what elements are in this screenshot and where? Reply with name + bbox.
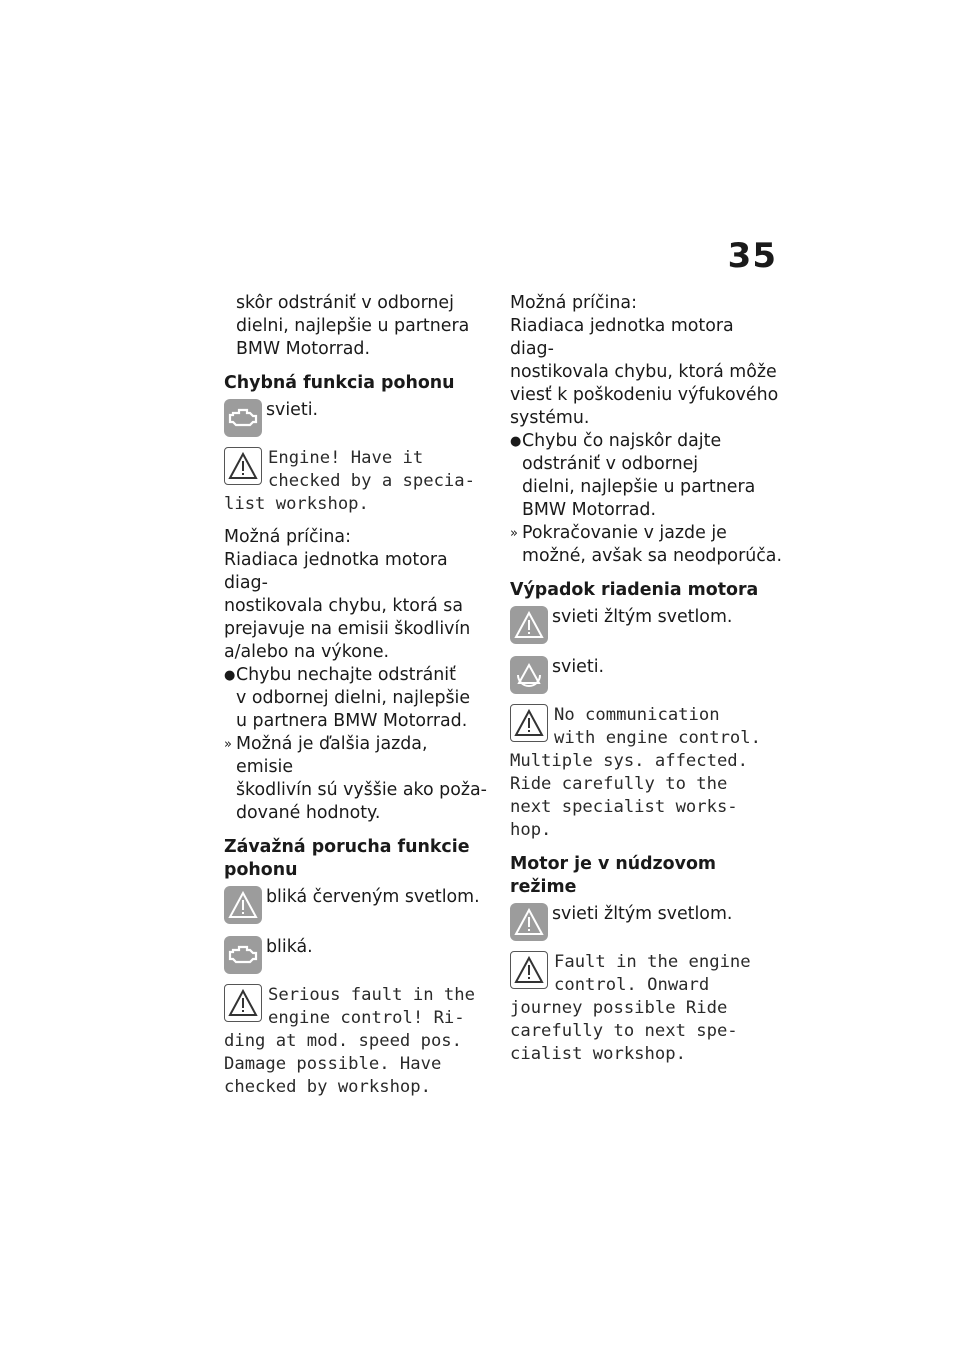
bullet-line: Pokračovanie v jazde je — [522, 523, 727, 543]
result-item — [510, 522, 782, 568]
message-line: with engine control. — [554, 728, 761, 748]
bullet-line: Chybu čo najskôr dajte — [522, 431, 722, 451]
bullet-line: Chybu nechajte odstrániť — [236, 665, 456, 685]
message-line: cialist workshop. — [510, 1044, 686, 1064]
bullet-dot: ● — [224, 668, 236, 683]
page-number: 35 — [727, 236, 777, 276]
message-line: journey possible Ride — [510, 998, 728, 1018]
cause-line: prejavuje na emisii škodlivín — [224, 619, 471, 639]
display-message — [224, 447, 490, 516]
bullet-line: v odbornej dielni, najlepšie — [236, 688, 471, 708]
display-message — [510, 704, 782, 842]
action-item — [224, 664, 490, 733]
indicator-row — [510, 656, 782, 694]
cause-line: systému. — [510, 408, 590, 428]
bullet-dot: ● — [510, 434, 522, 449]
message-line: hop. — [510, 820, 552, 840]
message-line: carefully to next spe- — [510, 1021, 738, 1041]
bullet-line: BMW Motorrad. — [522, 500, 656, 520]
message-line: control. Onward — [554, 975, 710, 995]
indicator-row — [510, 606, 782, 644]
indicator-row — [224, 886, 490, 924]
warning-triangle-icon — [510, 704, 548, 742]
indicator-text: svieti žltým svetlom. — [552, 607, 733, 627]
message-line: Multiple sys. affected. — [510, 751, 748, 771]
intro-line: dielni, najlepšie u partnera — [236, 316, 470, 336]
cause-line: viesť k poškodeniu výfukového — [510, 385, 779, 405]
engine-icon — [224, 399, 262, 437]
bullet-arrow: » — [224, 737, 232, 752]
indicator-text: svieti žltým svetlom. — [552, 904, 733, 924]
message-line: Fault in the engine — [554, 952, 751, 972]
cause-line: Riadiaca jednotka motora diag- — [224, 550, 448, 593]
indicator-row — [510, 903, 782, 941]
message-line: Serious fault in the — [268, 985, 475, 1005]
cause-line: Riadiaca jednotka motora diag- — [510, 316, 734, 359]
message-line: next specialist works- — [510, 797, 738, 817]
message-line: checked by a specia- — [268, 471, 475, 491]
bullet-arrow: » — [510, 526, 518, 541]
right-column — [510, 292, 782, 1066]
indicator-text: svieti. — [552, 657, 605, 677]
display-message — [224, 984, 490, 1099]
indicator-text: bliká. — [266, 937, 313, 957]
bullet-line: odstrániť v odbornej — [522, 454, 699, 474]
intro-line: skôr odstrániť v odbornej — [236, 293, 454, 313]
warning-circle-arrows-icon — [510, 656, 548, 694]
message-line: Damage possible. Have — [224, 1054, 442, 1074]
indicator-row — [224, 399, 490, 437]
message-line: No communication — [554, 705, 720, 725]
message-line: checked by workshop. — [224, 1077, 431, 1097]
cause-label: Možná príčina: — [510, 293, 637, 313]
display-message — [510, 951, 782, 1066]
cause-line: nostikovala chybu, ktorá sa — [224, 596, 464, 616]
indicator-row — [224, 936, 490, 974]
warning-triangle-icon — [224, 984, 262, 1022]
bullet-line: dované hodnoty. — [236, 803, 381, 823]
action-item — [510, 430, 782, 522]
bullet-line: možné, avšak sa neodporúča. — [522, 546, 782, 566]
indicator-text: svieti. — [266, 400, 319, 420]
cause-label: Možná príčina: — [224, 527, 351, 547]
section-heading: Chybná funkcia pohonu — [224, 373, 455, 393]
warning-triangle-icon — [224, 447, 262, 485]
warning-triangle-icon — [224, 886, 262, 924]
message-line: engine control! Ri- — [268, 1008, 465, 1028]
warning-triangle-icon — [510, 606, 548, 644]
bullet-line: Možná je ďalšia jazda, emisie — [236, 734, 428, 777]
message-line: Engine! Have it — [268, 448, 424, 468]
section-heading: Výpadok riadenia motora — [510, 580, 759, 600]
cause-line: nostikovala chybu, ktorá môže — [510, 362, 777, 382]
warning-triangle-icon — [510, 951, 548, 989]
section-heading: Motor je v núdzovom režime — [510, 854, 717, 897]
message-line: ding at mod. speed pos. — [224, 1031, 462, 1051]
intro-line: BMW Motorrad. — [236, 339, 370, 359]
cause-line: a/alebo na výkone. — [224, 642, 390, 662]
warning-triangle-icon — [510, 903, 548, 941]
left-column — [224, 292, 490, 1099]
result-item — [224, 733, 490, 825]
bullet-line: dielni, najlepšie u partnera — [522, 477, 756, 497]
section-heading: pohonu — [224, 860, 298, 880]
section-heading: Závažná porucha funkcie — [224, 837, 470, 857]
bullet-line: u partnera BMW Motorrad. — [236, 711, 468, 731]
engine-icon — [224, 936, 262, 974]
bullet-line: škodlivín sú vyššie ako poža- — [236, 780, 487, 800]
message-line: Ride carefully to the — [510, 774, 728, 794]
indicator-text: bliká červeným svetlom. — [266, 887, 480, 907]
message-line: list workshop. — [224, 494, 369, 514]
